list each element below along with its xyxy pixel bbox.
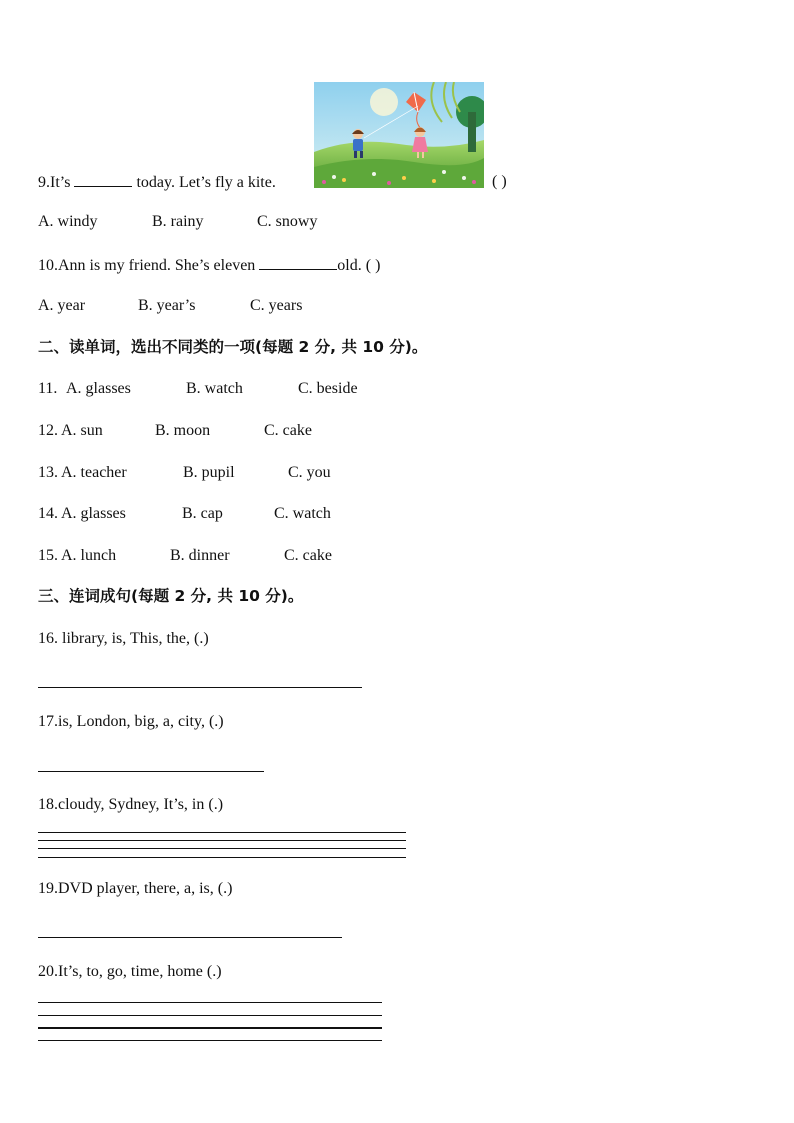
question-13-number: 13. [38,464,58,481]
question-10-blank[interactable] [259,255,337,270]
question-18-answer-line-3[interactable] [38,848,406,849]
question-18: 18.cloudy, Sydney, It’s, in (.) [38,796,224,813]
question-12-option-c[interactable]: C. cake [264,422,312,439]
question-14-option-a[interactable]: A. glasses [61,505,126,522]
question-9-prefix: 9.It’s [38,174,71,191]
question-12-option-a[interactable]: A. sun [61,422,103,439]
question-14-number: 14. [38,505,58,522]
question-11-option-a[interactable]: A. glasses [66,380,131,397]
question-17-answer-line[interactable] [38,771,264,772]
question-20-answer-line-1[interactable] [38,1002,382,1003]
question-20-answer-line-3[interactable] [38,1027,382,1029]
question-20-answer-line-2[interactable] [38,1015,382,1016]
question-18-answer-line-1[interactable] [38,832,406,833]
question-19: 19.DVD player, there, a, is, (.) [38,880,233,897]
question-12-option-b[interactable]: B. moon [155,422,211,439]
question-9-answer-paren[interactable]: ( ) [492,173,507,190]
question-19-answer-line[interactable] [38,937,342,938]
question-13-option-c[interactable]: C. you [288,464,331,481]
question-11-number: 11. [38,380,58,397]
question-9-option-c[interactable]: C. snowy [257,213,318,230]
question-10-prefix: 10.Ann is my friend. She’s eleven [38,257,256,274]
question-12-number: 12. [38,422,58,439]
question-15-option-c[interactable]: C. cake [284,547,332,564]
question-15-option-a[interactable]: A. lunch [61,547,117,564]
question-18-answer-line-4[interactable] [38,857,406,858]
question-9-blank[interactable] [74,172,132,187]
question-9 [38,172,276,193]
question-10 [38,255,380,276]
question-14-option-b[interactable]: B. cap [182,505,223,522]
question-10-option-c[interactable]: C. years [250,297,303,314]
question-18-answer-line-2[interactable] [38,840,406,841]
question-13-option-a[interactable]: A. teacher [61,464,127,481]
question-9-suffix: today. Let’s fly a kite. [136,174,276,191]
question-16-answer-line[interactable] [38,687,362,688]
question-13-option-b[interactable]: B. pupil [183,464,235,481]
question-10-suffix: old. ( ) [337,257,381,274]
question-10-option-a[interactable]: A. year [38,297,86,314]
question-10-option-b[interactable]: B. year’s [138,297,196,314]
question-14-option-c[interactable]: C. watch [274,505,331,522]
question-11-option-c[interactable]: C. beside [298,380,358,397]
kite-flying-illustration [314,82,484,188]
section-3-title: 三、连词成句(每题 2 分, 共 10 分)。 [38,587,304,605]
question-17: 17.is, London, big, a, city, (.) [38,713,224,730]
question-20-answer-line-4[interactable] [38,1040,382,1041]
question-15-option-b[interactable]: B. dinner [170,547,230,564]
question-9-option-a[interactable]: A. windy [38,213,98,230]
question-16: 16. library, is, This, the, (.) [38,630,209,647]
question-20: 20.It’s, to, go, time, home (.) [38,963,222,980]
question-11-option-b[interactable]: B. watch [186,380,243,397]
section-2-title: 二、读单词，选出不同类的一项(每题 2 分, 共 10 分)。 [38,338,428,356]
question-15-number: 15. [38,547,58,564]
question-11 [38,379,57,399]
question-9-option-b[interactable]: B. rainy [152,213,204,230]
